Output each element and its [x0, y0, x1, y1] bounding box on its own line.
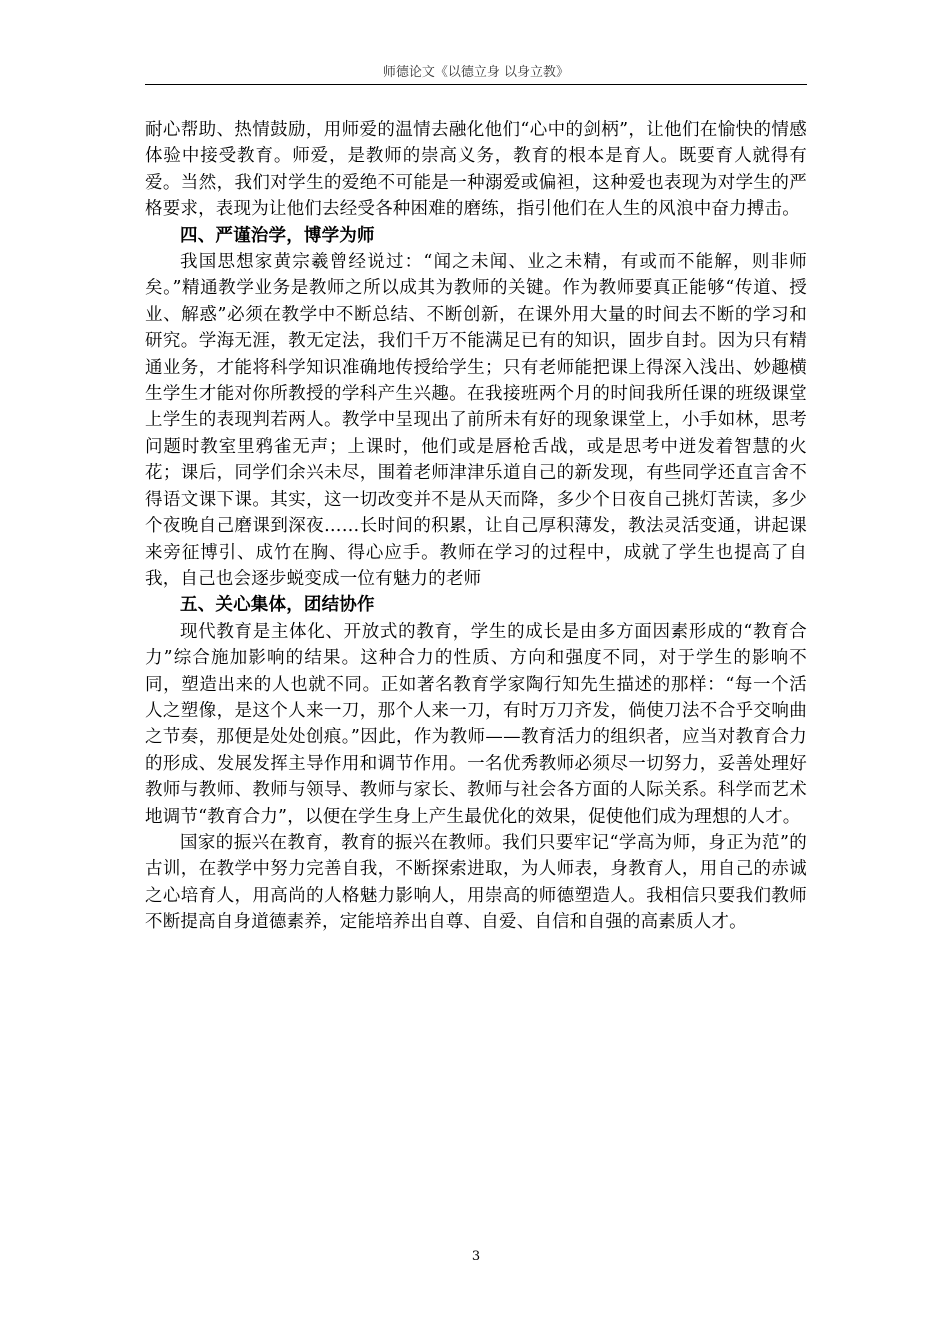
- page-number: 3: [471, 1249, 481, 1264]
- paragraph-section-5: 现代教育是主体化、开放式的教育，学生的成长是由多方面因素形成的“教育合力”综合施加影响的结果。这种合力的性质、方向和强度不同，对于学生的影响不同，塑造出来的人也就不同。正如著名教育学家陶行知先生描述的那样：“每一个活人之塑像，是这个人来一刀，那个人来一刀，有时万刀齐发，倘使刀法不合乎交响曲之节奏，那便是处处创痕。”因此，作为教师——教育活力的组织者，应当对教育合力的形成、发展发挥主导作用和调节作用。一名优秀教师必须尽一切努力，妥善处理好教师与教师、教师与领导、教师与家长、教师与社会各方面的人际关系。科学而艺术地调节“教育合力”，以便在学生身上产生最优化的效果，促使他们成为理想的人才。: [145, 621, 807, 827]
- paragraph-conclusion: 国家的振兴在教育，教育的振兴在教师。我们只要牢记“学高为师，身正为范”的古训，在教学中努力完善自我，不断探索进取，为人师表，身教育人，用自己的赤诚之心培育人，用高尚的人格魅力影响人，用崇高的师德塑造人。我相信只要我们教师不断提高自身道德素养，定能培养出自尊、自爱、自信和自强的高素质人才。: [145, 832, 807, 933]
- page-header: 师德论文《以德立身 以身立教》: [382, 65, 570, 80]
- paragraph-continuation: 耐心帮助、热情鼓励，用师爱的温情去融化他们“心中的剑柄”，让他们在愉快的情感体验中接受教育。师爱，是教师的崇高义务，教育的根本是育人。既要育人就得有爱。当然，我们对学生的爱绝不可能是一种溺爱或偏袒，这种爱也表现为对学生的严格要求，表现为让他们去经受各种困难的磨练，指引他们在人生的风浪中奋力搏击。: [145, 120, 807, 220]
- document-body: [145, 117, 807, 936]
- section-heading-5: 五、关心集体，团结协作: [180, 595, 375, 616]
- paragraph-section-4: 我国思想家黄宗羲曾经说过：“闻之未闻、业之未精，有或而不能解，则非师矣。”精通教学业务是教师之所以成其为教师的关键。作为教师要真正能够“传道、授业、解惑”必须在教学中不断总结、不断创新，在课外用大量的时间去不断的学习和研究。学海无涯，教无定法，我们千万不能满足已有的知识，固步自封。因为只有精通业务，才能将科学知识准确地传授给学生；只有老师能把课上得深入浅出、妙趣横生学生才能对你所教授的学科产生兴趣。在我接班两个月的时间我所任课的班级课堂上学生的表现判若两人。教学中呈现出了前所未有好的现象课堂上，小手如林，思考问题时教室里鸦雀无声；上课时，他们或是唇枪舌战，或是思考中迸发着智慧的火花；课后，同学们余兴未尽，围着老师津津乐道自己的新发现，有些同学还直言舍不得语文课下课。其实，这一切改变并不是从天而降，多少个日夜自己挑灯苦读，多少个夜晚自己磨课到深夜……长时间的积累，让自己厚积薄发，教法灵活变通，讲起课来旁征博引、成竹在胸、得心应手。教师在学习的过程中，成就了学生也提高了自我，自己也会逐步蜕变成一位有魅力的老师: [145, 252, 807, 589]
- section-heading-4: 四、严谨治学，博学为师: [180, 225, 375, 246]
- header-divider: [145, 84, 807, 85]
